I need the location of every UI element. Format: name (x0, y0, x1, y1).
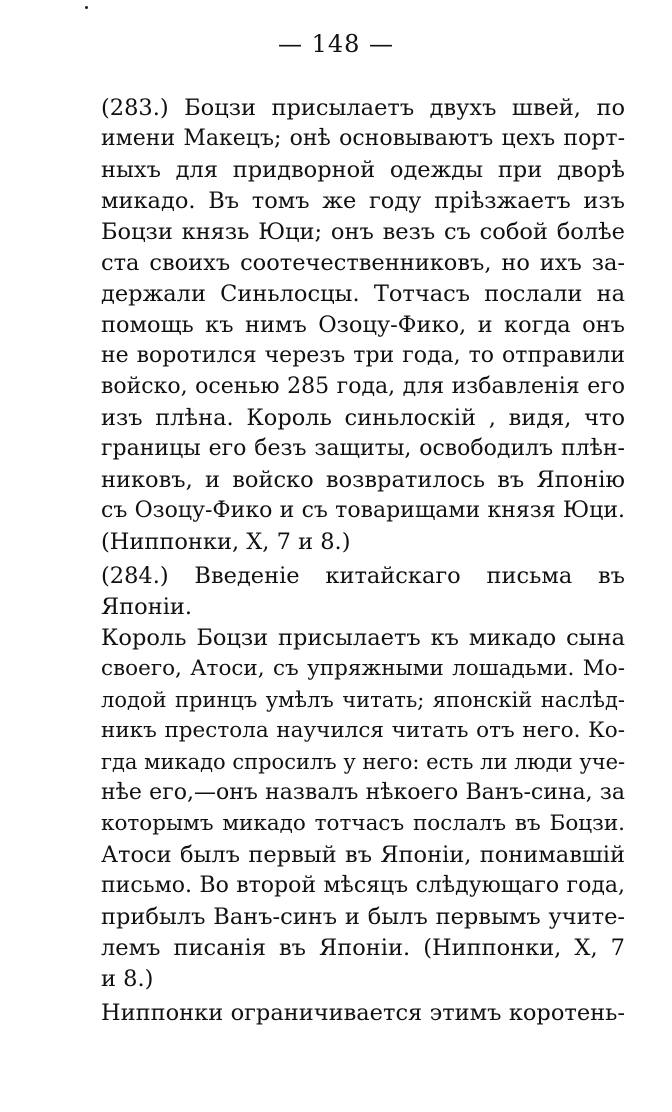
ink-speck (85, 6, 88, 9)
text-line: своего, Атоси, съ упряжными лошадьми. Мо- (101, 656, 625, 681)
page-number: — 148 — (277, 30, 395, 58)
text-line: лодой принцъ умѣлъ читать; японскій наслѣд- (101, 688, 625, 712)
text-line: никовъ, и войско возвратилось въ Японію (101, 467, 625, 493)
text-line: Боцзи князь Юци; онъ везъ съ собой болѣе (101, 219, 625, 245)
text-line: и 8.) (101, 966, 154, 992)
text-line: держали Синьлосцы. Тотчасъ послали на (101, 281, 625, 307)
text-line: изъ плѣна. Король синьлоскій , видя, что (101, 405, 625, 431)
text-line: гда микадо спросилъ у него: есть ли люди уче- (101, 750, 626, 774)
text-line: имени Макецъ; онѣ основываютъ цехъ порт- (101, 126, 625, 151)
text-line: которымъ микадо тотчасъ послалъ въ Боцзи. (101, 811, 625, 836)
text-line: ста своихъ соотечественниковъ, но ихъ за- (101, 250, 625, 276)
text-line: помощь къ нимъ Озоцу-Фико, и когда онъ (101, 312, 625, 338)
text-line: Ниппонки ограничивается этимъ коротень- (101, 1000, 625, 1026)
text-line: Японіи. (101, 594, 193, 620)
text-line: (Ниппонки, X, 7 и 8.) (101, 529, 351, 555)
text-line: (284.) Введеніе китайскаго письма въ (101, 563, 625, 589)
text-line: границы его безъ защиты, освободилъ плѣн- (101, 436, 625, 461)
text-line: никъ престола научился читать отъ него. Ко- (101, 718, 625, 743)
text-line: (283.) Боцзи присылаетъ двухъ швей, по (101, 95, 625, 121)
text-line: войско, осенью 285 года, для избавленія его (101, 374, 625, 399)
text-line: Король Боцзи присылаетъ къ микадо сына (101, 625, 625, 651)
text-line: ныхъ для придворной одежды при дворѣ (101, 157, 625, 183)
text-line: съ Озоцу-Фико и съ товарищами князя Юци. (101, 498, 625, 523)
text-line: прибылъ Ванъ-синъ и былъ первымъ учите- (101, 904, 625, 930)
text-line: нѣе его,—онъ назвалъ нѣкоего Ванъ-сина, за (101, 780, 625, 805)
text-line: микадо. Въ томъ же году пріѣзжаетъ изъ (101, 188, 625, 214)
text-line: не воротился черезъ три года, то отправили (101, 343, 625, 368)
text-line: письмо. Во второй мѣсяцъ слѣдующаго года, (101, 873, 625, 898)
text-line: Атоси былъ первый въ Японіи, понимавшій (101, 842, 625, 868)
text-line: лемъ писанія въ Японіи. (Ниппонки, X, 7 (101, 935, 625, 961)
